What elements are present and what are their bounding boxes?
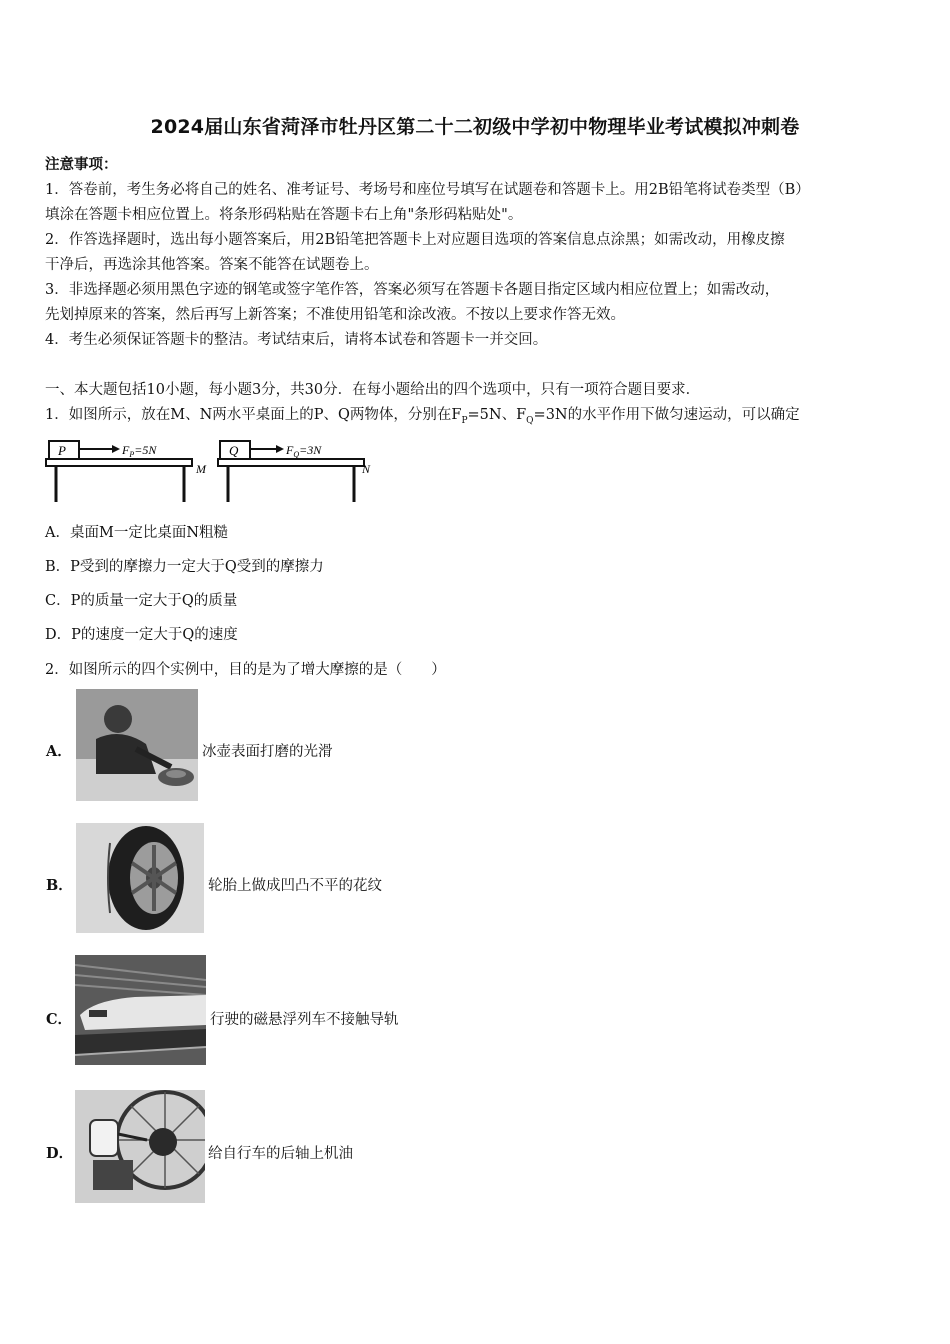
tire-photo bbox=[76, 823, 204, 933]
q1-option-c: C．P的质量一定大于Q的质量 bbox=[45, 593, 238, 609]
q2-option-b-text: 轮胎上做成凹凸不平的花纹 bbox=[208, 878, 382, 894]
notice-heading: 注意事项： bbox=[45, 156, 118, 173]
q1-option-a: A．桌面M一定比桌面N粗糙 bbox=[45, 525, 229, 541]
force-q-label: $F_Q=3N$ bbox=[286, 443, 322, 459]
question-1-stem: 1．如图所示，放在M、N两水平桌面上的P、Q两物体，分别在$F_P=5N$、$F_Q=3N$的水平作用下做匀速运动，可以确定 bbox=[45, 407, 800, 426]
notice-line: 干净后，再选涂其他答案。答案不能答在试题卷上。 bbox=[45, 257, 379, 273]
table-m-top bbox=[46, 459, 192, 466]
q2-option-c-label: C． bbox=[46, 1011, 73, 1028]
question-2-stem: 2．如图所示的四个实例中，目的是为了增大摩擦的是（ ） bbox=[45, 662, 446, 678]
maglev-train-photo bbox=[75, 955, 206, 1065]
page-title: 2024届山东省菏泽市牡丹区第二十二初级中学初中物理毕业考试模拟冲刺卷 bbox=[150, 116, 800, 138]
table-n-label: N bbox=[362, 462, 371, 476]
force-p-label: $F_P=5N$ bbox=[122, 443, 157, 459]
notice-line: 4．考生必须保证答题卡的整洁。考试结束后，请将本试卷和答题卡一并交回。 bbox=[45, 332, 548, 348]
q2-option-a-label: A． bbox=[46, 743, 72, 760]
notice-line: 先划掉原来的答案，然后再写上新答案；不准使用铅笔和涂改液。不按以上要求作答无效。 bbox=[45, 307, 625, 323]
curling-photo bbox=[76, 689, 198, 801]
notice-line: 填涂在答题卡相应位置上。将条形码粘贴在答题卡右上角"条形码粘贴处"。 bbox=[45, 207, 523, 223]
block-p-label: P bbox=[58, 443, 66, 458]
block-q-label: Q bbox=[229, 443, 239, 458]
q2-option-d-text: 给自行车的后轴上机油 bbox=[208, 1146, 353, 1162]
notice-line: 2．作答选择题时，选出每小题答案后，用2B铅笔把答题卡上对应题目选项的答案信息点涂黑；如需改动，用橡皮擦 bbox=[45, 232, 785, 248]
q2-option-c-text: 行驶的磁悬浮列车不接触导轨 bbox=[210, 1012, 399, 1028]
bicycle-axle-photo bbox=[75, 1090, 205, 1203]
notice-line: 1．答卷前，考生务必将自己的姓名、准考证号、考场号和座位号填写在试题卷和答题卡上。用2B铅笔将试卷类型（B） bbox=[45, 182, 810, 198]
q2-option-a-text: 冰壶表面打磨的光滑 bbox=[202, 744, 333, 760]
force-p-arrowhead bbox=[112, 445, 120, 453]
notice-line: 3．非选择题必须用黑色字迹的钢笔或签字笔作答，答案必须写在答题卡各题目指定区域内相应位置上；如需改动， bbox=[45, 282, 780, 298]
section-heading: 一、本大题包括10小题，每小题3分，共30分．在每小题给出的四个选项中，只有一项符合题目要求． bbox=[45, 382, 701, 398]
table-n-top bbox=[218, 459, 364, 466]
force-q-arrowhead bbox=[276, 445, 284, 453]
table-m-label: M bbox=[196, 462, 206, 476]
q1-option-b: B．P受到的摩擦力一定大于Q受到的摩擦力 bbox=[45, 559, 324, 575]
q1-option-d: D．P的速度一定大于Q的速度 bbox=[45, 627, 238, 643]
q2-option-b-label: B． bbox=[46, 877, 73, 894]
q1-figure bbox=[44, 434, 374, 506]
q2-option-d-label: D． bbox=[46, 1145, 74, 1162]
